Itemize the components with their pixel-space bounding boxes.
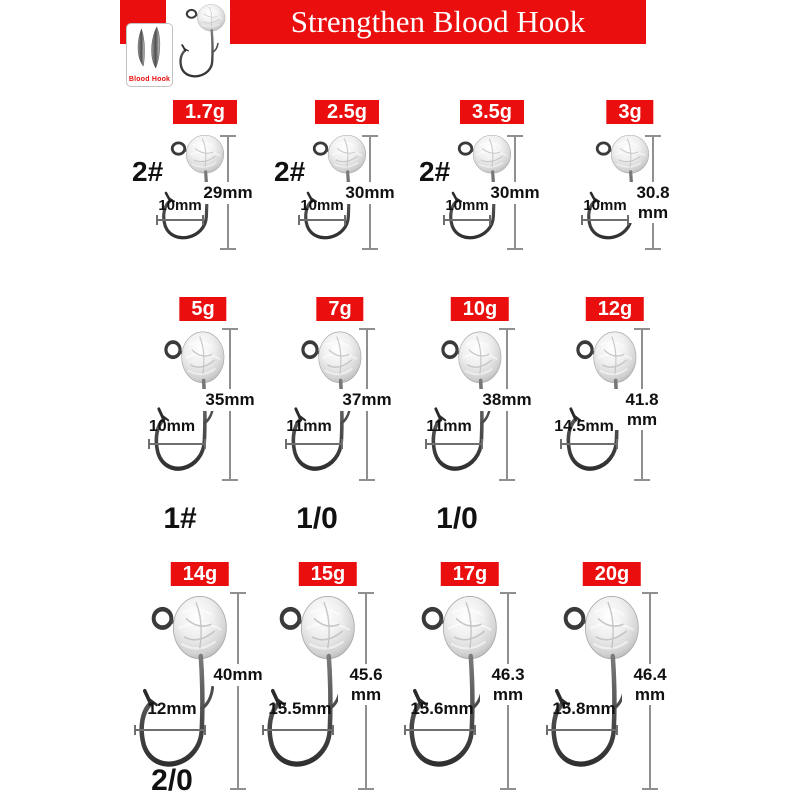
jig-head-image (177, 3, 235, 87)
gap-value: 10mm (300, 197, 344, 214)
weight-badge: 7g (316, 297, 363, 321)
gap-measure-line (156, 215, 204, 225)
gap-measure-line (148, 439, 206, 449)
weight-badge: 14g (171, 562, 229, 586)
length-value: 30mm (345, 183, 395, 202)
gap-value: 10mm (583, 197, 627, 214)
jig-item (524, 544, 694, 800)
gap-measure-line (581, 215, 629, 225)
jig-item (118, 292, 278, 544)
weight-badge: 1.7g (173, 100, 237, 124)
hook-blades-icon (130, 26, 170, 70)
gap-value: 14.5mm (554, 418, 614, 435)
length-value: 46.3 mm (480, 664, 536, 705)
jig-item (545, 96, 695, 292)
length-value: 37mm (339, 389, 395, 411)
length-value: 29mm (203, 183, 253, 202)
gap-measure-line (546, 725, 618, 735)
length-value: 40mm (210, 664, 266, 686)
weight-badge: 20g (583, 562, 641, 586)
weight-badge: 5g (179, 297, 226, 321)
weight-badge: 2.5g (315, 100, 379, 124)
weight-badge: 10g (451, 297, 509, 321)
jig-item (255, 292, 415, 544)
gap-measure-line (560, 439, 618, 449)
gap-value: 15.5mm (268, 699, 332, 718)
gap-measure-line (134, 725, 206, 735)
weight-badge: 15g (299, 562, 357, 586)
gap-measure-line (443, 215, 491, 225)
jig-item (120, 96, 270, 292)
gap-value: 10mm (445, 197, 489, 214)
jig-item (262, 96, 412, 292)
weight-badge: 3g (606, 100, 653, 124)
hook-size-label: 2# (419, 156, 451, 187)
page-title: Strengthen Blood Hook (290, 4, 586, 39)
length-value: 45.6 mm (338, 664, 394, 705)
jig-item (530, 292, 690, 544)
hook-size-label: 1/0 (436, 502, 478, 535)
length-value: 41.8 mm (614, 389, 670, 430)
gap-value: 11mm (426, 418, 472, 435)
gap-value: 10mm (148, 418, 196, 435)
gap-value: 10mm (158, 197, 202, 214)
jig-hook-image (135, 593, 245, 789)
jig-item (407, 96, 557, 292)
hook-size-label: 1# (163, 502, 197, 535)
gap-measure-line (425, 439, 483, 449)
hook-size-label: 2/0 (151, 764, 193, 797)
brand-logo-text: Blood Hook (128, 76, 171, 83)
gap-measure-line (404, 725, 476, 735)
length-value: 30mm (490, 183, 540, 202)
gap-value: 12mm (147, 699, 197, 718)
gap-value: 15.8mm (552, 699, 616, 718)
hook-size-label: 1/0 (296, 502, 338, 535)
weight-badge: 12g (586, 297, 644, 321)
gap-measure-line (298, 215, 346, 225)
length-value: 38mm (479, 389, 535, 411)
gap-value: 15.6mm (410, 699, 474, 718)
brand-logo (126, 23, 173, 87)
hook-size-label: 2# (274, 156, 306, 187)
gap-value: 11mm (286, 418, 332, 435)
gap-measure-line (262, 725, 334, 735)
weight-badge: 3.5g (460, 100, 524, 124)
gap-measure-line (285, 439, 343, 449)
weight-badge: 17g (441, 562, 499, 586)
length-value: 46.4 mm (622, 664, 678, 705)
hook-size-label: 2# (132, 156, 164, 187)
length-value: 35mm (202, 389, 258, 411)
length-value: 30.8 mm (627, 182, 679, 223)
